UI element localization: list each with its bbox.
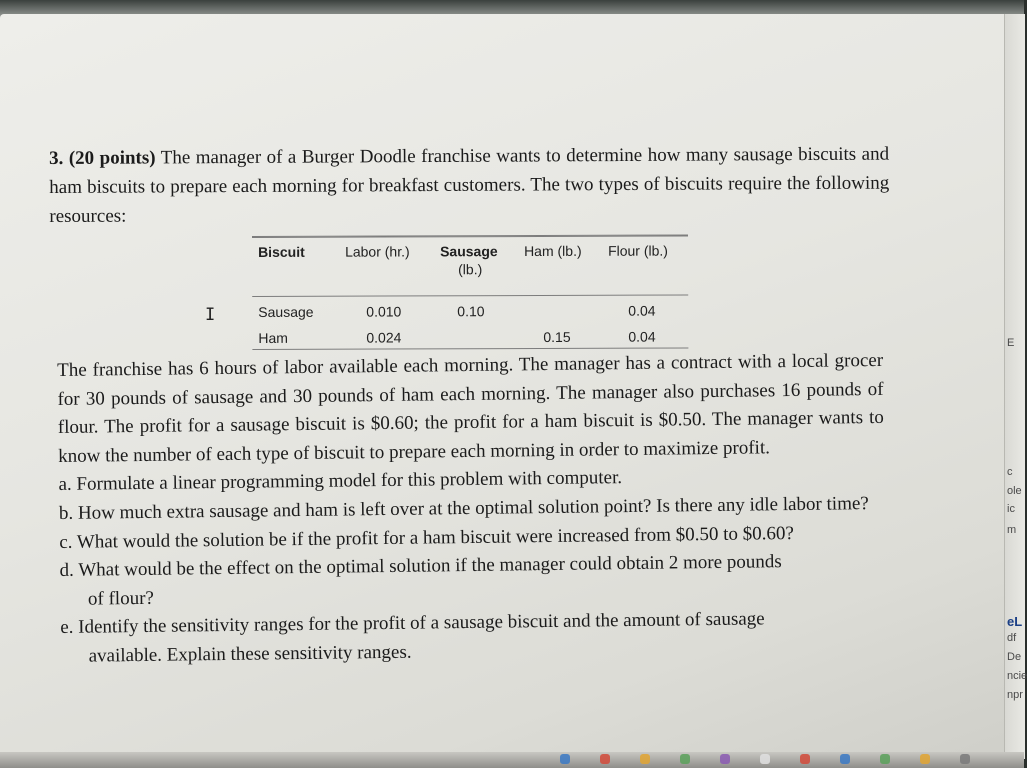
problem-intro-text: The manager of a Burger Doodle franchise wants to determine how many sausage biscuits and ham biscuits to prepare each morning for breakfast customers. The two types of biscuits require the following resources:	[49, 143, 890, 227]
body-text: The franchise has 6 hours of labor available each morning. The manager has a contract with a local grocer for 30 pounds of sausage and 30 pounds of ham each morning. The manager also purchases 16 pounds of flour. The profit for a sausage biscuit is $0.60; the profit for a ham biscuit is $0.50. The manager wants to know the number of each type of biscuit to prepare each morning in order to maximize profit.	[57, 349, 884, 467]
row-ham-labor: 0.024	[366, 329, 402, 346]
bg-fragment: De	[1007, 651, 1022, 663]
background-window-edge	[1004, 14, 1025, 759]
dock-app-icon[interactable]	[800, 754, 810, 764]
dock-app-icon[interactable]	[640, 754, 650, 764]
bg-fragment: c	[1007, 466, 1013, 478]
problem-intro	[49, 140, 889, 231]
bg-fragment: df	[1007, 632, 1017, 644]
bg-fragment: eL	[1007, 614, 1023, 629]
problem-body	[57, 347, 887, 672]
header-sausage-unit: (lb.)	[458, 261, 483, 278]
dock-app-icon[interactable]	[840, 754, 850, 764]
dock-app-icon[interactable]	[960, 754, 970, 764]
bg-fragment: m	[1007, 524, 1017, 536]
resource-table	[252, 234, 688, 350]
row-ham-ham: 0.15	[543, 328, 571, 345]
row-sausage-name: Sausage	[258, 303, 314, 320]
bg-fragment: ole	[1007, 485, 1022, 497]
dock-app-icon[interactable]	[600, 754, 610, 764]
question-e-line2: available. Explain these sensitivity ranges.	[88, 641, 412, 667]
question-c: c. What would the solution be if the profit for a ham biscuit were increased from $0.50 to $0.60?	[59, 522, 794, 553]
problem-number: 3.	[49, 147, 64, 169]
row-ham-name: Ham	[258, 329, 288, 346]
header-ham: Ham (lb.)	[524, 242, 582, 260]
dock-app-icon[interactable]	[920, 754, 930, 764]
row-ham-flour: 0.04	[628, 328, 656, 345]
row-sausage-flour: 0.04	[628, 302, 656, 319]
dock-app-icon[interactable]	[880, 754, 890, 764]
question-d	[59, 547, 886, 614]
question-e-line1: e. Identify the sensitivity ranges for the profit of a sausage biscuit and the amount of sausage	[60, 608, 765, 639]
dock-app-icon[interactable]	[760, 754, 770, 764]
row-sausage-labor: 0.010	[366, 303, 402, 320]
header-flour: Flour (lb.)	[608, 242, 668, 259]
dock-app-icon[interactable]	[680, 754, 690, 764]
bg-fragment: npr	[1007, 689, 1023, 701]
dock-bar	[0, 752, 1024, 768]
header-labor: Labor (hr.)	[345, 243, 410, 260]
question-a: a. Formulate a linear programming model for this problem with computer.	[58, 467, 623, 496]
table-top-rule-2	[252, 235, 688, 238]
bg-fragment: ncie	[1007, 670, 1027, 682]
bg-fragment: ic	[1007, 503, 1015, 515]
dock-app-icon[interactable]	[720, 754, 730, 764]
document-page	[0, 14, 1010, 759]
bg-fragment: E	[1007, 337, 1015, 349]
question-b: b. How much extra sausage and ham is left over at the optimal solution point? Is there any idle labor time?	[58, 493, 869, 524]
header-sausage: Sausage	[440, 243, 498, 260]
question-d-line2: of flour?	[87, 587, 155, 610]
question-d-line1: d. What would be the effect on the optimal solution if the manager could obtain 2 more pounds	[59, 551, 782, 582]
text-cursor-icon: I	[205, 305, 216, 325]
document-screen	[0, 14, 1010, 759]
row-sausage-sausage: 0.10	[457, 303, 485, 320]
table-header-rule	[252, 294, 688, 297]
question-e	[60, 604, 887, 671]
problem-points: (20 points)	[68, 147, 156, 169]
dock-app-icon[interactable]	[560, 754, 570, 764]
header-biscuit: Biscuit	[258, 243, 305, 260]
